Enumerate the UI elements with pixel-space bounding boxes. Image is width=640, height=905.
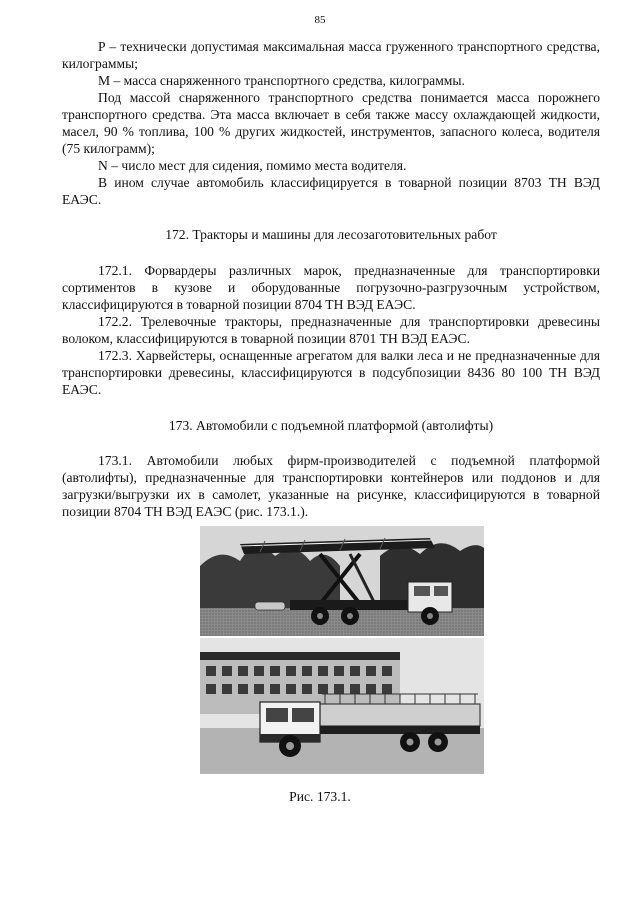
- photo-autolift-airport: [200, 638, 484, 774]
- paragraph-curb-mass: Под массой снаряженного транспортного средства понимается масса порожнего транспортного средства. Эта масса включает в себя также массу охлаждающей жидкости, масел, 90 % топлива, 100 % других жидкостей, инструментов, запасного колеса, водителя (75 килограмм);: [62, 90, 600, 156]
- document-body: [62, 38, 600, 520]
- section-173-heading: 173. Автомобили с подъемной платформой (автолифты): [168, 418, 494, 433]
- paragraph-m-definition: M – масса снаряженного транспортного средства, килограммы.: [98, 73, 465, 88]
- paragraph-173-1: 173.1. Автомобили любых фирм-производителей с подъемной платформой (автолифты), предназначенные для транспортировки контейнеров или поддонов и для загрузки/выгрузки их в самолет, указанные на рисунке, классифицируются в товарной позиции 8704 ТН ВЭД ЕАЭС (рис. 173.1.).: [62, 453, 600, 519]
- figure-caption: Рис. 173.1.: [289, 789, 351, 804]
- paragraph-p-definition: P – технически допустимая максимальная масса груженного транспортного средства, килограммы;: [62, 39, 600, 71]
- paragraph-172-3: 172.3. Харвейстеры, оснащенные агрегатом для валки леса и не предназначенные для транспортировки древесины, классифицируются в подсубпозиции 8436 80 100 ТН ВЭД ЕАЭС.: [62, 348, 600, 397]
- page-number: 85: [314, 14, 326, 26]
- paragraph-172-1: 172.1. Форвардеры различных марок, предназначенные для транспортировки сортиментов в кузове и оборудованные погрузочно-разгрузочным устройством, классифицируются в товарной позиции 8704 ТН ВЭД ЕАЭС.: [62, 263, 600, 312]
- section-172-heading: 172. Тракторы и машины для лесозаготовительных работ: [165, 227, 497, 242]
- figure-173-1: [200, 526, 484, 774]
- paragraph-n-definition: N – число мест для сидения, помимо места водителя.: [98, 158, 407, 173]
- paragraph-172-2: 172.2. Трелевочные тракторы, предназначенные для транспортировки древесины волоком, классифицируются в товарной позиции 8701 ТН ВЭД ЕАЭС.: [62, 314, 600, 346]
- photo-autolift-raised: [200, 526, 484, 636]
- autolift-photos: [200, 526, 484, 774]
- paragraph-otherwise: В ином случае автомобиль классифицируется в товарной позиции 8703 ТН ВЭД ЕАЭС.: [62, 175, 600, 207]
